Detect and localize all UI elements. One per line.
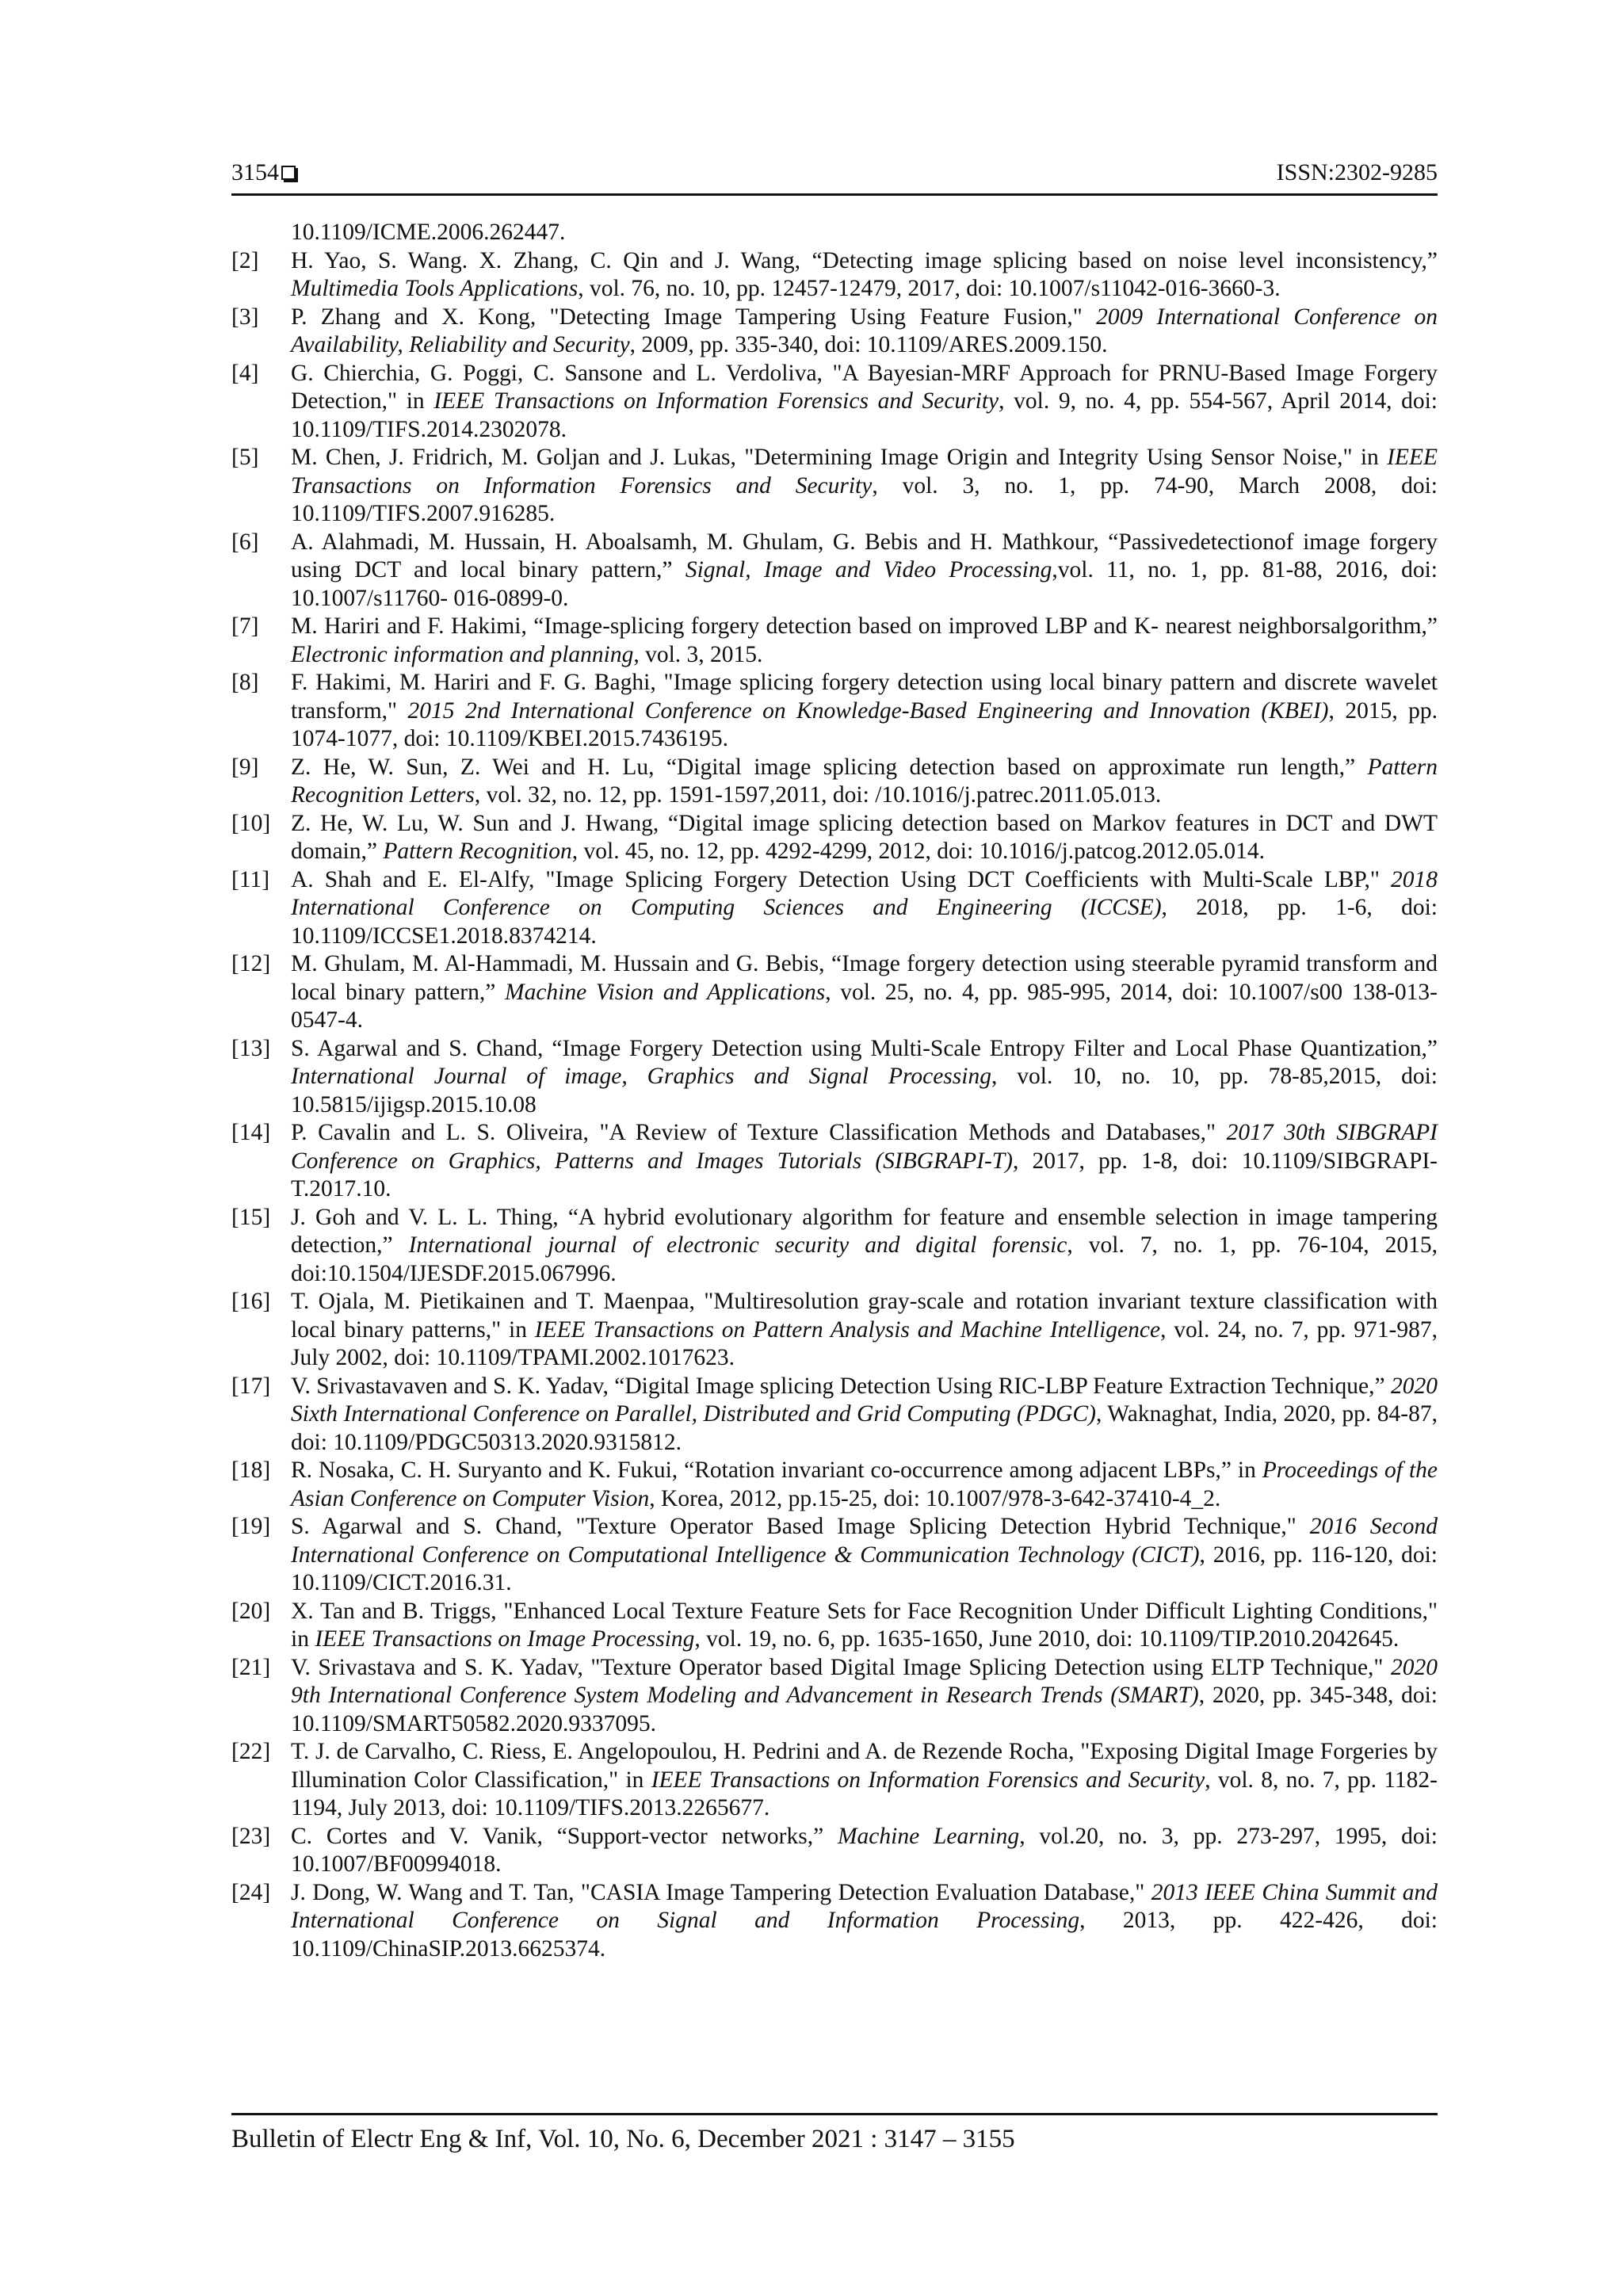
reference-item bbox=[231, 613, 1438, 669]
reference-venue: 2020 9th International Conference System Modeling and Advancement in Research Trends (SMART) bbox=[291, 1654, 1438, 1708]
reference-authors-title: X. Tan and B. Triggs, "Enhanced Local Texture Feature Sets for Face Recognition Under Difficult Lighting Conditions," in bbox=[291, 1598, 1438, 1652]
reference-number: [14] bbox=[231, 1120, 271, 1145]
reference-details: , vol. 76, no. 10, pp. 12457-12479, 2017, doi: 10.1007/s11042-016-3660-3. bbox=[578, 276, 1281, 301]
reference-details: , vol.20, no. 3, pp. 273-297, 1995, doi: 10.1007/BF00994018. bbox=[291, 1823, 1438, 1877]
reference-item bbox=[231, 866, 1438, 951]
reference-number: [24] bbox=[231, 1879, 271, 1905]
reference-item bbox=[231, 1823, 1438, 1879]
reference-authors-title: T. J. de Carvalho, C. Riess, E. Angelopoulou, H. Pedrini and A. de Rezende Rocha, "Exposing Digital Image Forgeries by Illumination Color Classification," in bbox=[291, 1739, 1438, 1793]
square-bullet-icon bbox=[281, 166, 296, 180]
reference-authors-title: P. Cavalin and L. S. Oliveira, "A Review of Texture Classification Methods and Databases," bbox=[291, 1120, 1227, 1145]
reference-continuation: 10.1109/ICME.2006.262447. bbox=[291, 220, 566, 245]
reference-authors-title: M. Chen, J. Fridrich, M. Goljan and J. Lukas, "Determining Image Origin and Integrity Using Sensor Noise," in bbox=[291, 445, 1388, 470]
reference-venue: Pattern Recognition Letters bbox=[291, 754, 1438, 808]
reference-number: [18] bbox=[231, 1457, 271, 1483]
reference-list bbox=[231, 219, 1438, 1963]
reference-item bbox=[231, 1598, 1438, 1654]
reference-details: , 2015, pp. 1074-1077, doi: 10.1109/KBEI.2015.7436195. bbox=[291, 697, 1438, 751]
reference-venue: 2020 Sixth International Conference on Parallel, Distributed and Grid Computing (PDGC) bbox=[291, 1373, 1438, 1427]
reference-item bbox=[231, 444, 1438, 529]
reference-authors-title: R. Nosaka, C. H. Suryanto and K. Fukui, “Rotation invariant co-occurrence among adjacent LBPs,” in bbox=[291, 1457, 1262, 1483]
reference-venue: Electronic information and planning bbox=[291, 641, 634, 667]
reference-item bbox=[231, 1513, 1438, 1598]
reference-number: [21] bbox=[231, 1654, 271, 1680]
reference-authors-title: J. Goh and V. L. L. Thing, “A hybrid evolutionary algorithm for feature and ensemble selection in image tampering detection,” bbox=[291, 1204, 1438, 1258]
reference-authors-title: H. Yao, S. Wang. X. Zhang, C. Qin and J. Wang, “Detecting image splicing based on noise level inconsistency,” bbox=[291, 247, 1438, 273]
reference-venue: 2016 Second International Conference on Computational Intelligence & Communication Technology (CICT) bbox=[291, 1514, 1438, 1568]
reference-number: [5] bbox=[231, 445, 259, 470]
reference-item bbox=[231, 529, 1438, 613]
reference-details: , vol. 25, no. 4, pp. 985-995, 2014, doi: 10.1007/s00 138-013-0547-4. bbox=[291, 979, 1438, 1033]
reference-item bbox=[231, 810, 1438, 866]
reference-authors-title: P. Zhang and X. Kong, "Detecting Image Tampering Using Feature Fusion," bbox=[291, 304, 1097, 330]
reference-authors-title: M. Ghulam, M. Al-Hammadi, M. Hussain and G. Bebis, “Image forgery detection using steerable pyramid transform and local binary pattern,” bbox=[291, 951, 1438, 1005]
reference-venue: Machine Learning bbox=[837, 1823, 1020, 1849]
reference-venue: IEEE Transactions on Information Forensics and Security bbox=[433, 388, 999, 414]
reference-number: [23] bbox=[231, 1823, 271, 1849]
reference-authors-title: G. Chierchia, G. Poggi, C. Sansone and L. Verdoliva, "A Bayesian-MRF Approach for PRNU-Based Image Forgery Detection," in bbox=[291, 360, 1438, 414]
reference-authors-title: S. Agarwal and S. Chand, "Texture Operator Based Image Splicing Detection Hybrid Technique," bbox=[291, 1514, 1310, 1539]
reference-item bbox=[231, 1373, 1438, 1457]
reference-authors-title: Z. He, W. Sun, Z. Wei and H. Lu, “Digital image splicing detection based on approximate run length,” bbox=[291, 754, 1368, 780]
reference-authors-title: A. Shah and E. El-Alfy, "Image Splicing Forgery Detection Using DCT Coefficients with Multi-Scale LBP," bbox=[291, 866, 1391, 892]
reference-item bbox=[231, 360, 1438, 445]
reference-number: [12] bbox=[231, 951, 271, 976]
reference-venue: IEEE Transactions on Information Forensics and Security bbox=[651, 1767, 1205, 1793]
reference-venue: 2015 2nd International Conference on Knowledge-Based Engineering and Innovation (KBEI) bbox=[407, 697, 1329, 724]
reference-details: , 2013, pp. 422-426, doi: 10.1109/ChinaSIP.2013.6625374. bbox=[291, 1908, 1438, 1962]
reference-details: , vol. 19, no. 6, pp. 1635-1650, June 2010, doi: 10.1109/TIP.2010.2042645. bbox=[694, 1626, 1400, 1652]
reference-details: , vol. 32, no. 12, pp. 1591-1597,2011, doi: /10.1016/j.patrec.2011.05.013. bbox=[474, 782, 1162, 808]
reference-details: , 2020, pp. 345-348, doi: 10.1109/SMART50582.2020.9337095. bbox=[291, 1683, 1438, 1736]
reference-venue: IEEE Transactions on Information Forensics and Security bbox=[291, 445, 1438, 499]
reference-authors-title: J. Dong, W. Wang and T. Tan, "CASIA Image Tampering Detection Evaluation Database," bbox=[291, 1879, 1151, 1905]
reference-venue: IEEE Transactions on Image Processing bbox=[315, 1626, 695, 1652]
reference-details: , 2009, pp. 335-340, doi: 10.1109/ARES.2009.150. bbox=[629, 332, 1108, 357]
reference-authors-title: V. Srivastavaven and S. K. Yadav, “Digital Image splicing Detection Using RIC-LBP Feature Extraction Technique,” bbox=[291, 1373, 1391, 1399]
reference-authors-title: C. Cortes and V. Vanik, “Support-vector networks,” bbox=[291, 1823, 838, 1849]
reference-number: [16] bbox=[231, 1289, 271, 1314]
reference-authors-title: V. Srivastava and S. K. Yadav, "Texture Operator based Digital Image Splicing Detection using ELTP Technique," bbox=[291, 1654, 1391, 1680]
reference-details: , 2018, pp. 1-6, doi: 10.1109/ICCSE1.2018.8374214. bbox=[291, 895, 1438, 949]
reference-details: , vol. 3, no. 1, pp. 74-90, March 2008, doi: 10.1109/TIFS.2007.916285. bbox=[291, 472, 1438, 526]
reference-details: , vol. 7, no. 1, pp. 76-104, 2015, doi:10.1504/IJESDF.2015.067996. bbox=[291, 1232, 1438, 1286]
reference-item bbox=[231, 1654, 1438, 1739]
reference-venue: Machine Vision and Applications bbox=[505, 979, 826, 1005]
reference-item bbox=[231, 1119, 1438, 1204]
reference-venue: 2018 International Conference on Computing Sciences and Engineering (ICCSE) bbox=[291, 866, 1438, 920]
reference-authors-title: M. Hariri and F. Hakimi, “Image-splicing forgery detection based on improved LBP and K- nearest neighborsalgorithm,” bbox=[291, 613, 1438, 639]
reference-number: [10] bbox=[231, 810, 271, 836]
reference-number: [20] bbox=[231, 1598, 271, 1624]
reference-authors-title: A. Alahmadi, M. Hussain, H. Aboalsamh, M. Ghulam, G. Bebis and H. Mathkour, “Passivedetectionof image forgery using DCT and local binary pattern,” bbox=[291, 529, 1438, 583]
reference-details: , vol. 10, no. 10, pp. 78-85,2015, doi: 10.5815/ijigsp.2015.10.08 bbox=[291, 1064, 1438, 1117]
reference-venue: Pattern Recognition bbox=[383, 839, 572, 864]
reference-item bbox=[231, 669, 1438, 754]
reference-number: [4] bbox=[231, 360, 259, 386]
reference-number: [6] bbox=[231, 529, 259, 555]
reference-item bbox=[231, 1738, 1438, 1823]
reference-details: ,vol. 11, no. 1, pp. 81-88, 2016, doi: 10.1007/s11760- 016-0899-0. bbox=[291, 557, 1438, 611]
reference-authors-title: F. Hakimi, M. Hariri and F. G. Baghi, "Image splicing forgery detection using local binary pattern and discrete wavelet transform," bbox=[291, 670, 1438, 724]
reference-item bbox=[231, 754, 1438, 810]
page-number: 3154 bbox=[231, 155, 296, 190]
reference-number: [2] bbox=[231, 247, 259, 273]
reference-authors-title: T. Ojala, M. Pietikainen and T. Maenpaa, "Multiresolution gray-scale and rotation invariant texture classification with local binary patterns," in bbox=[291, 1289, 1438, 1343]
reference-details: , Korea, 2012, pp.15-25, doi: 10.1007/978-3-642-37410-4_2. bbox=[649, 1485, 1221, 1511]
reference-number: [22] bbox=[231, 1739, 271, 1764]
page-header bbox=[231, 155, 1438, 190]
reference-number: [9] bbox=[231, 754, 259, 780]
reference-details: , vol. 8, no. 7, pp. 1182-1194, July 2013, doi: 10.1109/TIFS.2013.2265677. bbox=[291, 1767, 1438, 1820]
reference-venue: International journal of electronic security and digital forensic bbox=[408, 1232, 1067, 1258]
reference-number: [19] bbox=[231, 1514, 271, 1539]
reference-item bbox=[231, 1879, 1438, 1964]
reference-item bbox=[231, 1457, 1438, 1513]
reference-item bbox=[231, 1204, 1438, 1289]
reference-authors-title: Z. He, W. Lu, W. Sun and J. Hwang, “Digital image splicing detection based on Markov features in DCT and DWT domain,” bbox=[291, 810, 1438, 864]
reference-details: , 2016, pp. 116-120, doi: 10.1109/CICT.2016.31. bbox=[291, 1541, 1438, 1595]
reference-item bbox=[231, 1288, 1438, 1373]
reference-number: [15] bbox=[231, 1204, 271, 1230]
reference-details: , vol. 9, no. 4, pp. 554-567, April 2014, doi: 10.1109/TIFS.2014.2302078. bbox=[291, 388, 1438, 442]
reference-item bbox=[231, 304, 1438, 360]
reference-venue: Signal, Image and Video Processing bbox=[685, 557, 1052, 583]
reference-number: [17] bbox=[231, 1373, 271, 1399]
reference-venue: Proceedings of the Asian Conference on Computer Vision bbox=[291, 1457, 1438, 1511]
reference-venue: IEEE Transactions on Pattern Analysis and Machine Intelligence bbox=[534, 1316, 1161, 1343]
reference-number: [11] bbox=[231, 866, 270, 892]
reference-venue: Multimedia Tools Applications bbox=[291, 276, 579, 301]
reference-venue: 2009 International Conference on Availability, Reliability and Security bbox=[291, 304, 1438, 357]
reference-details: , 2017, pp. 1-8, doi: 10.1109/SIBGRAPI-T.2017.10. bbox=[291, 1148, 1438, 1201]
reference-venue: 2017 30th SIBGRAPI Conference on Graphics, Patterns and Images Tutorials (SIBGRAPI-T) bbox=[291, 1120, 1438, 1174]
reference-details: , vol. 45, no. 12, pp. 4292-4299, 2012, doi: 10.1016/j.patcog.2012.05.014. bbox=[571, 839, 1266, 864]
journal-citation-footer: Bulletin of Electr Eng & Inf, Vol. 10, No. 6, December 2021 : 3147 – 3155 bbox=[231, 2125, 1015, 2153]
header-rule bbox=[231, 193, 1438, 196]
reference-item bbox=[231, 247, 1438, 304]
reference-details: , vol. 24, no. 7, pp. 971-987, July 2002, doi: 10.1109/TPAMI.2002.1017623. bbox=[291, 1316, 1438, 1370]
reference-authors-title: S. Agarwal and S. Chand, “Image Forgery Detection using Multi-Scale Entropy Filter and Local Phase Quantization,” bbox=[291, 1035, 1438, 1061]
footer-rule bbox=[231, 2113, 1438, 2115]
reference-number: [3] bbox=[231, 304, 259, 330]
reference-details: , vol. 3, 2015. bbox=[633, 641, 763, 667]
reference-number: [13] bbox=[231, 1035, 271, 1061]
reference-number: [8] bbox=[231, 670, 259, 695]
reference-venue: 2013 IEEE China Summit and International Conference on Signal and Information Processing bbox=[291, 1879, 1438, 1933]
reference-item bbox=[231, 950, 1438, 1035]
reference-number: [7] bbox=[231, 613, 259, 639]
reference-details: , Waknaghat, India, 2020, pp. 84-87, doi: 10.1109/PDGC50313.2020.9315812. bbox=[291, 1401, 1438, 1455]
reference-item bbox=[231, 1035, 1438, 1120]
reference-venue: International Journal of image, Graphics and Signal Processing bbox=[291, 1064, 991, 1089]
issn: ISSN:2302-9285 bbox=[1276, 159, 1438, 185]
